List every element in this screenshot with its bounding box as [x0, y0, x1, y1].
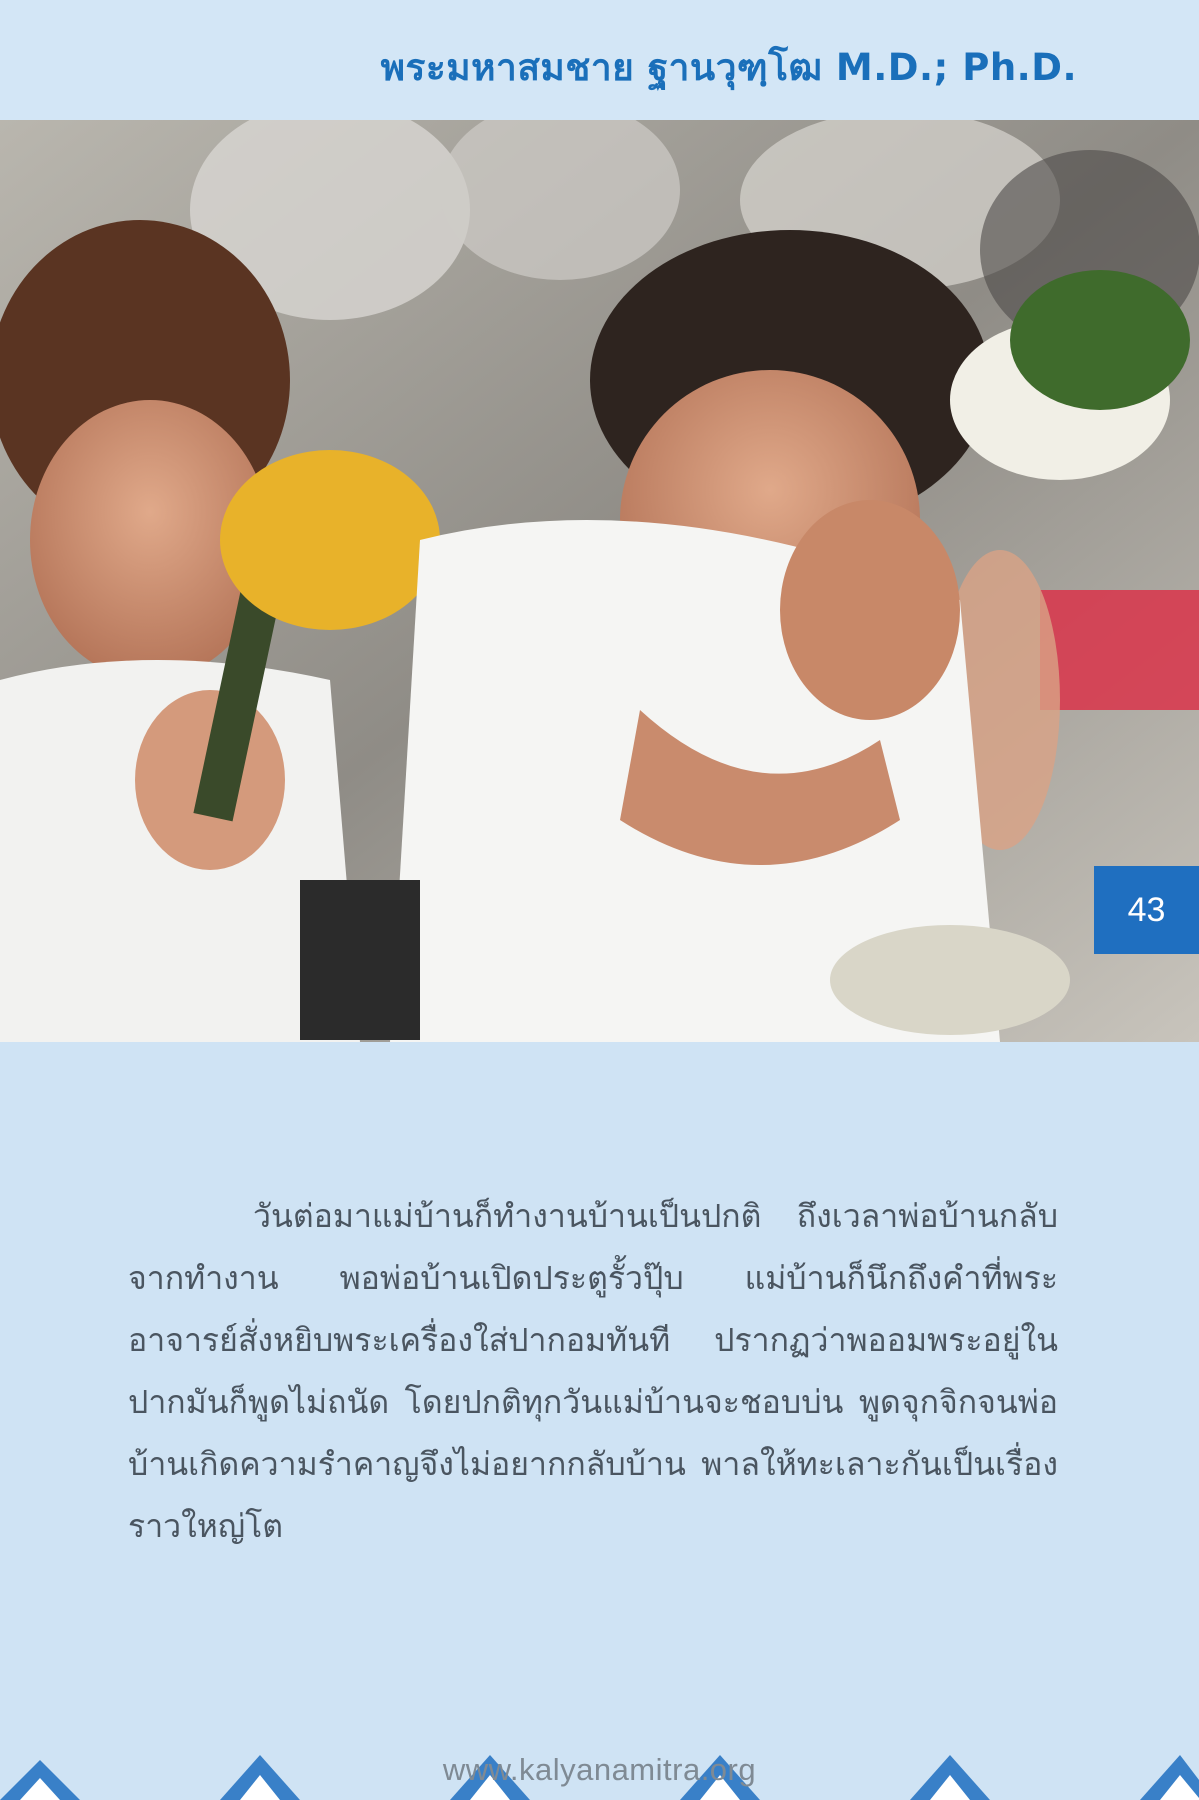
photo-icon	[0, 120, 1199, 1042]
footer-website-url[interactable]: www.kalyanamitra.org	[442, 1752, 757, 1787]
page-header	[0, 0, 1199, 120]
ceremony-photo	[0, 120, 1199, 1042]
page-number: 43	[1094, 866, 1199, 954]
body-paragraph-container	[128, 1185, 1058, 1557]
body-paragraph: วันต่อมาแม่บ้านก็ทำงานบ้านเป็นปกติ ถึงเวลาพ่อบ้านกลับจากทำงาน พอพ่อบ้านเปิดประตูรั้วปุ๊บ แม่บ้านก็นึกถึงคำที่พระอาจารย์สั่งหยิบพระเครื่องใส่ปากอมทันที ปรากฏว่าพออมพระอยู่ในปากมันก็พูดไม่ถนัด โดยปกติทุกวันแม่บ้านจะชอบบ่น พูดจุกจิกจนพ่อบ้านเกิดความรำคาญจึงไม่อยากกลับบ้าน พาลให้ทะเลาะกันเป็นเรื่องราวใหญ่โต	[128, 1197, 1058, 1545]
author-title: พระมหาสมชาย ฐานวุฑฺโฒ M.D.; Ph.D.	[380, 46, 1077, 89]
